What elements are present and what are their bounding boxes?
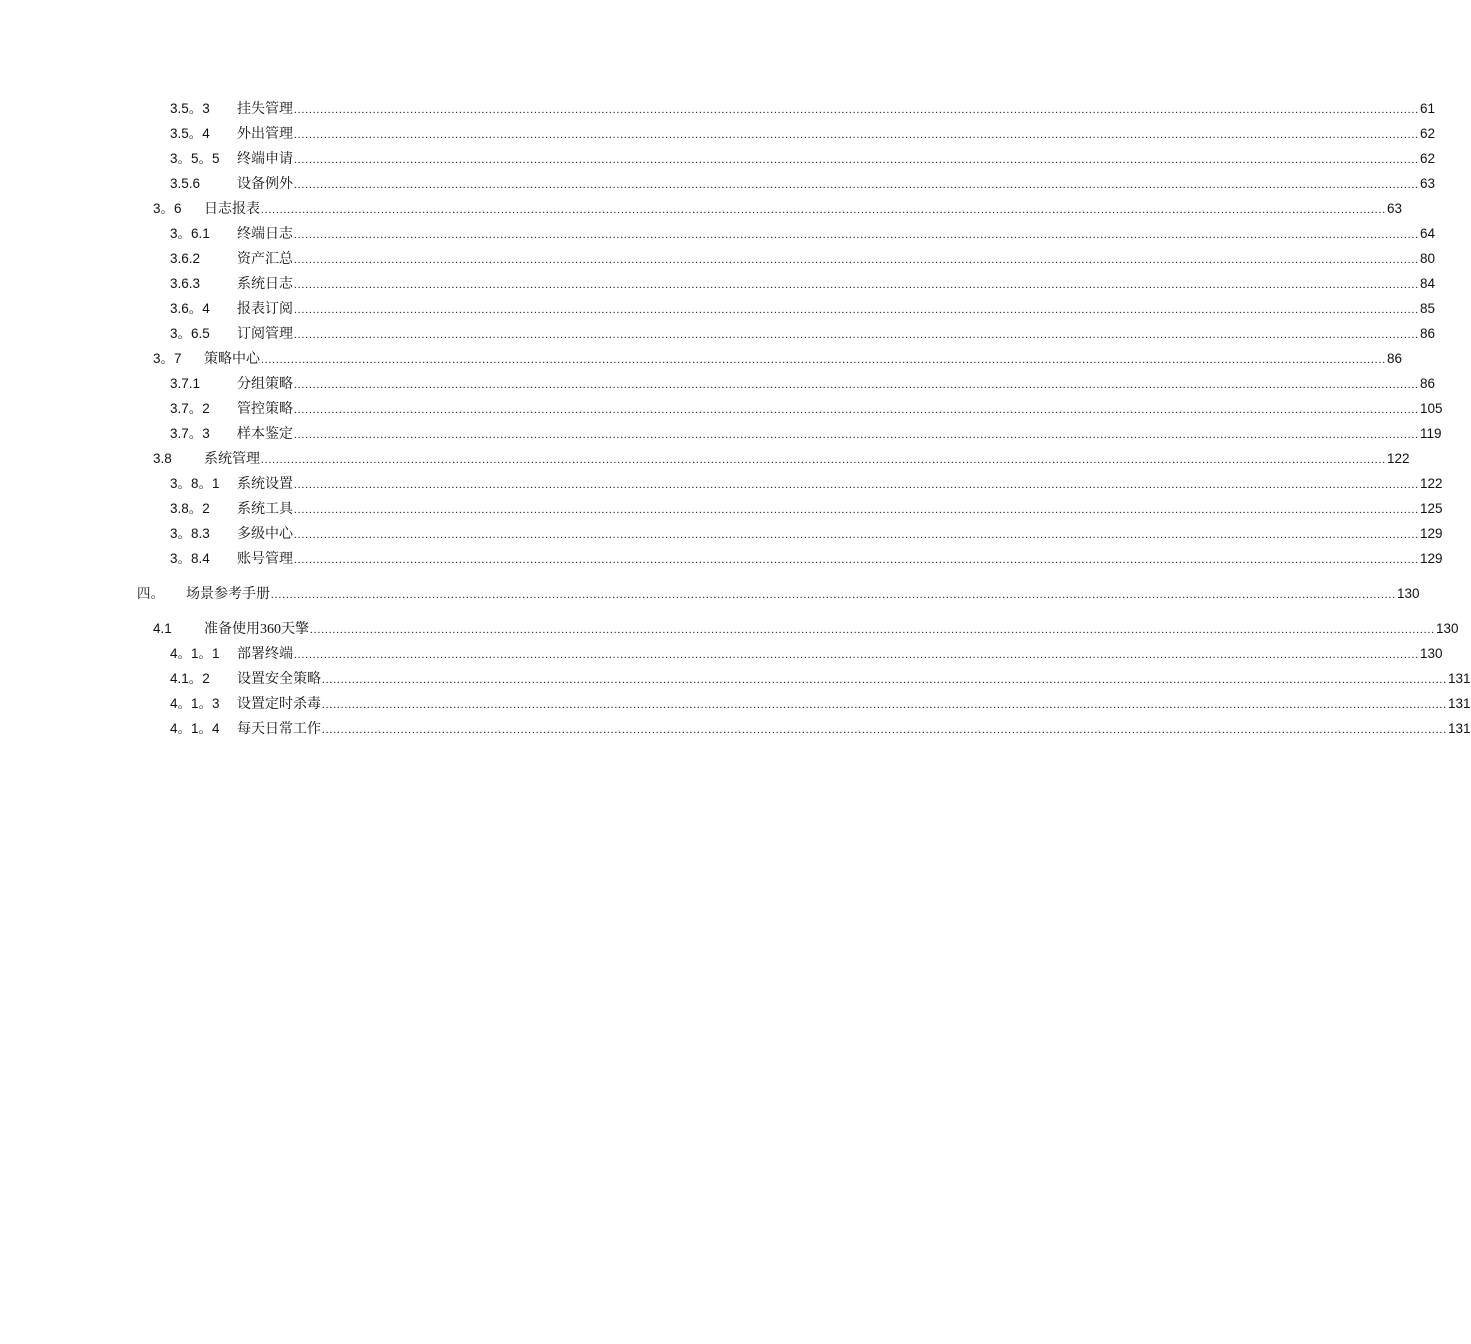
toc-entry-body	[237, 296, 1436, 323]
toc-entry-page: 62	[1420, 126, 1436, 141]
toc-dot-leader: ............................................................................................................................................................................................................................................................................................................	[294, 429, 1419, 441]
toc-entry-number: 3.5。3	[170, 101, 210, 116]
toc-dot-leader: ............................................................................................................................................................................................................................................................................................................	[294, 479, 1419, 491]
toc-entry-page: 130	[1397, 586, 1420, 601]
toc-entry-body	[237, 716, 1471, 743]
toc-entry[interactable]	[0, 691, 1471, 716]
toc-dot-leader: ............................................................................................................................................................................................................................................................................................................	[294, 649, 1419, 661]
toc-entry-number: 3。7	[153, 351, 182, 366]
toc-entry-page: 62	[1420, 151, 1436, 166]
toc-entry-number: 4。1。3	[170, 696, 220, 711]
toc-entry-title: 策略中心	[204, 352, 260, 367]
toc-entry-number: 3.6.3	[170, 276, 201, 291]
toc-entry-page: 131	[1448, 671, 1471, 686]
toc-entry-body	[237, 121, 1436, 148]
toc-entry[interactable]	[0, 666, 1471, 691]
toc-entry-body	[237, 546, 1443, 573]
toc-entry-number: 3.8	[153, 451, 172, 466]
toc-entry-title: 系统管理	[204, 452, 260, 467]
toc-dot-leader: ............................................................................................................................................................................................................................................................................................................	[271, 589, 1396, 601]
toc-dot-leader: ............................................................................................................................................................................................................................................................................................................	[322, 674, 1447, 686]
toc-dot-leader: ............................................................................................................................................................................................................................................................................................................	[294, 304, 1419, 316]
toc-entry-page: 130	[1420, 646, 1443, 661]
toc-entry[interactable]	[0, 521, 1443, 546]
toc-entry-body	[237, 321, 1436, 348]
toc-entry-number: 3。6.5	[170, 326, 210, 341]
toc-entry[interactable]	[0, 271, 1436, 296]
toc-entry-body	[186, 581, 1420, 608]
toc-entry-page: 64	[1420, 226, 1436, 241]
toc-entry[interactable]	[0, 371, 1436, 396]
toc-entry-page: 125	[1420, 501, 1443, 516]
toc-entry-body	[237, 396, 1443, 423]
toc-entry-title: 系统日志	[237, 277, 293, 292]
toc-entry-body	[237, 421, 1442, 448]
toc-entry-title: 管控策略	[237, 402, 293, 417]
toc-entry[interactable]	[0, 496, 1443, 521]
toc-entry-body	[204, 196, 1403, 223]
toc-dot-leader: ............................................................................................................................................................................................................................................................................................................	[294, 129, 1419, 141]
toc-entry-body	[237, 221, 1436, 248]
toc-entry-title: 挂失管理	[237, 102, 293, 117]
toc-dot-leader: ............................................................................................................................................................................................................................................................................................................	[322, 724, 1447, 736]
toc-entry-number: 3。8.3	[170, 526, 210, 541]
toc-entry-title: 部署终端	[237, 647, 293, 662]
toc-entry-page: 122	[1420, 476, 1443, 491]
toc-entry[interactable]	[0, 421, 1442, 446]
toc-dot-leader: ............................................................................................................................................................................................................................................................................................................	[294, 554, 1419, 566]
toc-entry-body	[237, 691, 1471, 718]
toc-entry[interactable]	[0, 221, 1436, 246]
toc-dot-leader: ............................................................................................................................................................................................................................................................................................................	[294, 104, 1419, 116]
toc-entry-page: 129	[1420, 551, 1443, 566]
toc-dot-leader: ............................................................................................................................................................................................................................................................................................................	[294, 504, 1419, 516]
toc-entry-number: 3。6	[153, 201, 182, 216]
toc-entry-title: 系统设置	[237, 477, 293, 492]
toc-dot-leader: ............................................................................................................................................................................................................................................................................................................	[294, 229, 1419, 241]
toc-entry-number: 4.1	[153, 621, 172, 636]
toc-entry-number: 3.7。3	[170, 426, 210, 441]
toc-entry[interactable]	[0, 246, 1436, 271]
toc-dot-leader: ............................................................................................................................................................................................................................................................................................................	[261, 204, 1386, 216]
toc-entry[interactable]	[0, 546, 1443, 571]
toc-entry-page: 86	[1387, 351, 1403, 366]
toc-entry-page: 63	[1420, 176, 1436, 191]
toc-entry-number: 3.8。2	[170, 501, 210, 516]
toc-entry-page: 84	[1420, 276, 1436, 291]
toc-entry-body	[237, 171, 1436, 198]
toc-entry-number: 3.6。4	[170, 301, 210, 316]
toc-entry[interactable]	[0, 581, 1420, 606]
toc-entry-title: 分组策略	[237, 377, 293, 392]
toc-entry-page: 130	[1436, 621, 1459, 636]
toc-entry-body	[237, 96, 1436, 123]
toc-dot-leader: ............................................................................................................................................................................................................................................................................................................	[261, 354, 1386, 366]
toc-dot-leader: ............................................................................................................................................................................................................................................................................................................	[294, 379, 1419, 391]
toc-entry-body	[237, 471, 1443, 498]
toc-entry-body	[237, 271, 1436, 298]
toc-entry-number: 3.6.2	[170, 251, 201, 266]
toc-dot-leader: ............................................................................................................................................................................................................................................................................................................	[294, 154, 1419, 166]
toc-entry-title: 样本鉴定	[237, 427, 293, 442]
toc-entry-title: 设备例外	[237, 177, 293, 192]
toc-entry-page: 86	[1420, 326, 1436, 341]
toc-entry-number: 3。8.4	[170, 551, 210, 566]
toc-entry-title: 场景参考手册	[186, 587, 270, 602]
toc-entry-body	[237, 371, 1436, 398]
toc-entry-title: 报表订阅	[237, 302, 293, 317]
toc-entry-page: 63	[1387, 201, 1403, 216]
toc-dot-leader: ............................................................................................................................................................................................................................................................................................................	[310, 624, 1435, 636]
toc-entry-title: 设置安全策略	[237, 672, 321, 687]
toc-entry[interactable]	[0, 616, 1459, 641]
toc-dot-leader: ............................................................................................................................................................................................................................................................................................................	[261, 454, 1386, 466]
toc-entry[interactable]	[0, 471, 1443, 496]
toc-entry-title: 多级中心	[237, 527, 293, 542]
toc-entry-body	[204, 446, 1410, 473]
toc-entry-page: 129	[1420, 526, 1443, 541]
toc-entry-title: 订阅管理	[237, 327, 293, 342]
toc-entry-number: 3.5.6	[170, 176, 201, 191]
toc-entry[interactable]	[0, 446, 1410, 471]
toc-entry-page: 105	[1420, 401, 1443, 416]
toc-dot-leader: ............................................................................................................................................................................................................................................................................................................	[294, 404, 1419, 416]
toc-entry-number: 3。8。1	[170, 476, 220, 491]
toc-entry-body	[237, 496, 1443, 523]
toc-entry-body	[237, 641, 1443, 668]
toc-entry-number: 4。1。1	[170, 646, 220, 661]
toc-dot-leader: ............................................................................................................................................................................................................................................................................................................	[294, 179, 1419, 191]
toc-entry[interactable]	[0, 296, 1436, 321]
toc-entry[interactable]	[0, 641, 1443, 666]
toc-entry-number: 3。5。5	[170, 151, 220, 166]
toc-entry-body	[204, 616, 1459, 643]
toc-dot-leader: ............................................................................................................................................................................................................................................................................................................	[294, 529, 1419, 541]
toc-entry-body	[237, 146, 1436, 173]
toc-entry-title: 准备使用360天擎	[204, 622, 309, 637]
toc-entry-page: 119	[1420, 426, 1442, 441]
toc-entry-title: 终端日志	[237, 227, 293, 242]
toc-entry-title: 外出管理	[237, 127, 293, 142]
toc-entry[interactable]	[0, 346, 1403, 371]
toc-entry-title: 终端申请	[237, 152, 293, 167]
toc-entry-number: 4.1。2	[170, 671, 210, 686]
toc-entry-body	[237, 666, 1471, 693]
toc-entry[interactable]	[0, 321, 1436, 346]
toc-entry-title: 系统工具	[237, 502, 293, 517]
toc-entry[interactable]	[0, 196, 1403, 221]
toc-entry[interactable]	[0, 171, 1436, 196]
toc-entry-title: 账号管理	[237, 552, 293, 567]
toc-dot-leader: ............................................................................................................................................................................................................................................................................................................	[294, 254, 1419, 266]
toc-entry-page: 86	[1420, 376, 1436, 391]
toc-entry[interactable]	[0, 146, 1436, 171]
toc-entry-number: 3。6.1	[170, 226, 210, 241]
toc-entry-number: 3.7.1	[170, 376, 201, 391]
toc-entry-number: 3.5。4	[170, 126, 210, 141]
toc-entry-number: 四。	[137, 586, 164, 601]
toc-entry-number: 3.7。2	[170, 401, 210, 416]
toc-entry[interactable]	[0, 716, 1471, 741]
toc-entry-title: 每天日常工作	[237, 722, 321, 737]
toc-entry-title: 资产汇总	[237, 252, 293, 267]
toc-dot-leader: ............................................................................................................................................................................................................................................................................................................	[294, 329, 1419, 341]
toc-entry-page: 61	[1420, 101, 1436, 116]
toc-entry-page: 85	[1420, 301, 1436, 316]
toc-entry[interactable]	[0, 121, 1436, 146]
toc-entry-body	[204, 346, 1403, 373]
table-of-contents	[0, 96, 1471, 741]
toc-dot-leader: ............................................................................................................................................................................................................................................................................................................	[294, 279, 1419, 291]
toc-entry[interactable]	[0, 396, 1443, 421]
toc-entry-page: 131	[1448, 696, 1471, 711]
toc-entry-title: 设置定时杀毒	[237, 697, 321, 712]
toc-entry-page: 80	[1420, 251, 1436, 266]
toc-entry-page: 131	[1448, 721, 1471, 736]
toc-dot-leader: ............................................................................................................................................................................................................................................................................................................	[322, 699, 1447, 711]
toc-entry-number: 4。1。4	[170, 721, 220, 736]
toc-entry[interactable]	[0, 96, 1436, 121]
toc-entry-title: 日志报表	[204, 202, 260, 217]
toc-entry-body	[237, 521, 1443, 548]
toc-entry-page: 122	[1387, 451, 1410, 466]
toc-entry-body	[237, 246, 1436, 273]
